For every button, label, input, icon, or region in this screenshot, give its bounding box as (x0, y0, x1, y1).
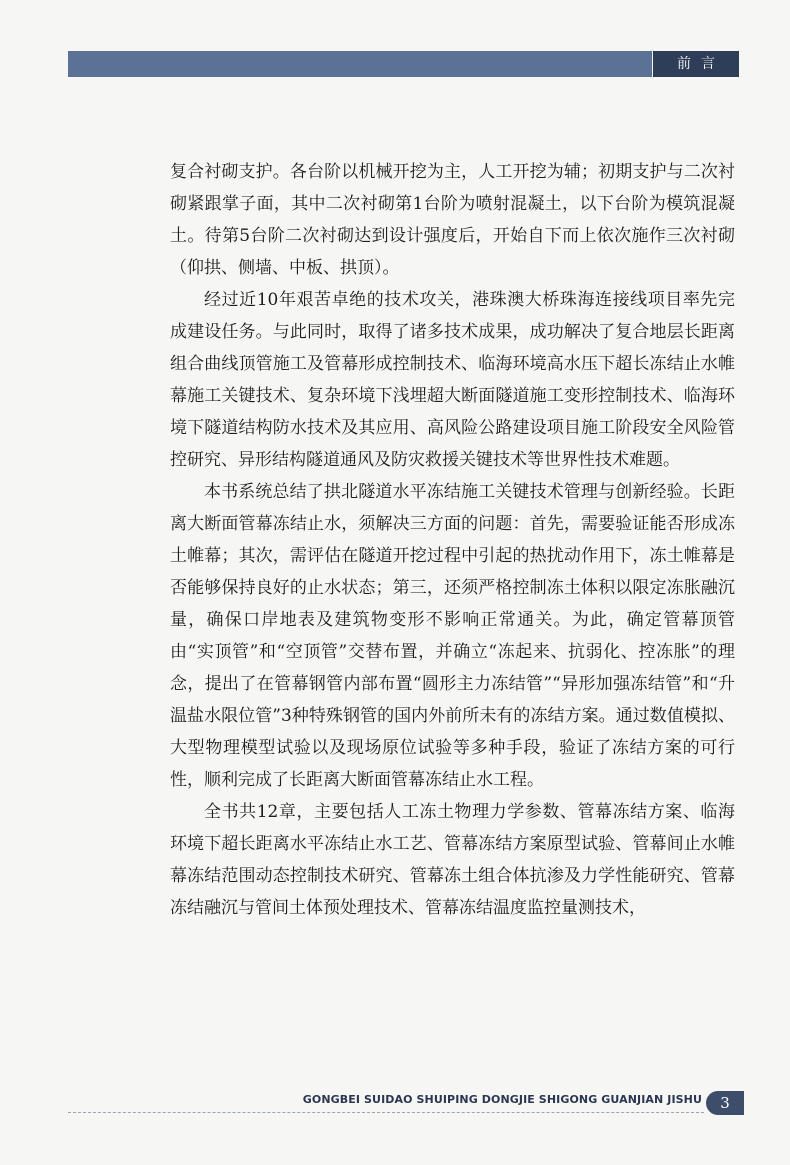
running-title: GONGBEI SUIDAO SHUIPING DONGJIE SHIGONG GUANJIAN JISHU (302, 1093, 702, 1106)
page-number: 3 (706, 1091, 744, 1115)
body-text (170, 156, 735, 924)
paragraph-3: 本书系统总结了拱北隧道水平冻结施工关键技术管理与创新经验。长距离大断面管幕冻结止水，须解决三方面的问题：首先，需要验证能否形成冻土帷幕；其次，需评估在隧道开挖过程中引起的热扰动作用下，冻土帷幕是否能够保持良好的止水状态；第三，还须严格控制冻土体积以限定冻胀融沉量，确保口岸地表及建筑物变形不影响正常通关。为此，确定管幕顶管由“实顶管”和“空顶管”交替布置，并确立“冻起来、抗弱化、控冻胀”的理念，提出了在管幕钢管内部布置“圆形主力冻结管”“异形加强冻结管”和“升温盐水限位管”3种特殊钢管的国内外前所未有的冻结方案。通过数值模拟、大型物理模型试验以及现场原位试验等多种手段，验证了冻结方案的可行性，顺利完成了长距离大断面管幕冻结止水工程。 (170, 482, 735, 790)
section-label: 前言 (653, 51, 739, 77)
paragraph-2: 经过近10年艰苦卓绝的技术攻关，港珠澳大桥珠海连接线项目率先完成建设任务。与此同时，取得了诸多技术成果，成功解决了复合地层长距离组合曲线顶管施工及管幕形成控制技术、临海环境高水压下超长冻结止水帷幕施工关键技术、复杂环境下浅埋超大断面隧道施工变形控制技术、临海环境下隧道结构防水技术及其应用、高风险公路建设项目施工阶段安全风险管控研究、异形结构隧道通风及防灾救援关键技术等世界性技术难题。 (170, 290, 735, 470)
paragraph-4: 全书共12章，主要包括人工冻土物理力学参数、管幕冻结方案、临海环境下超长距离水平冻结止水工艺、管幕冻结方案原型试验、管幕间止水帷幕冻结范围动态控制技术研究、管幕冻土组合体抗渗及力学性能研究、管幕冻结融沉与管间土体预处理技术、管幕冻结温度监控量测技术， (170, 802, 735, 918)
header-bar (68, 51, 652, 77)
footer-rule (68, 1112, 704, 1113)
paragraph-1: 复合衬砌支护。各台阶以机械开挖为主，人工开挖为辅；初期支护与二次衬砌紧跟掌子面，其中二次衬砌第1台阶为喷射混凝土，以下台阶为模筑混凝土。待第5台阶二次衬砌达到设计强度后，开始自下而上依次施作三次衬砌（仰拱、侧墙、中板、拱顶）。 (170, 162, 735, 278)
